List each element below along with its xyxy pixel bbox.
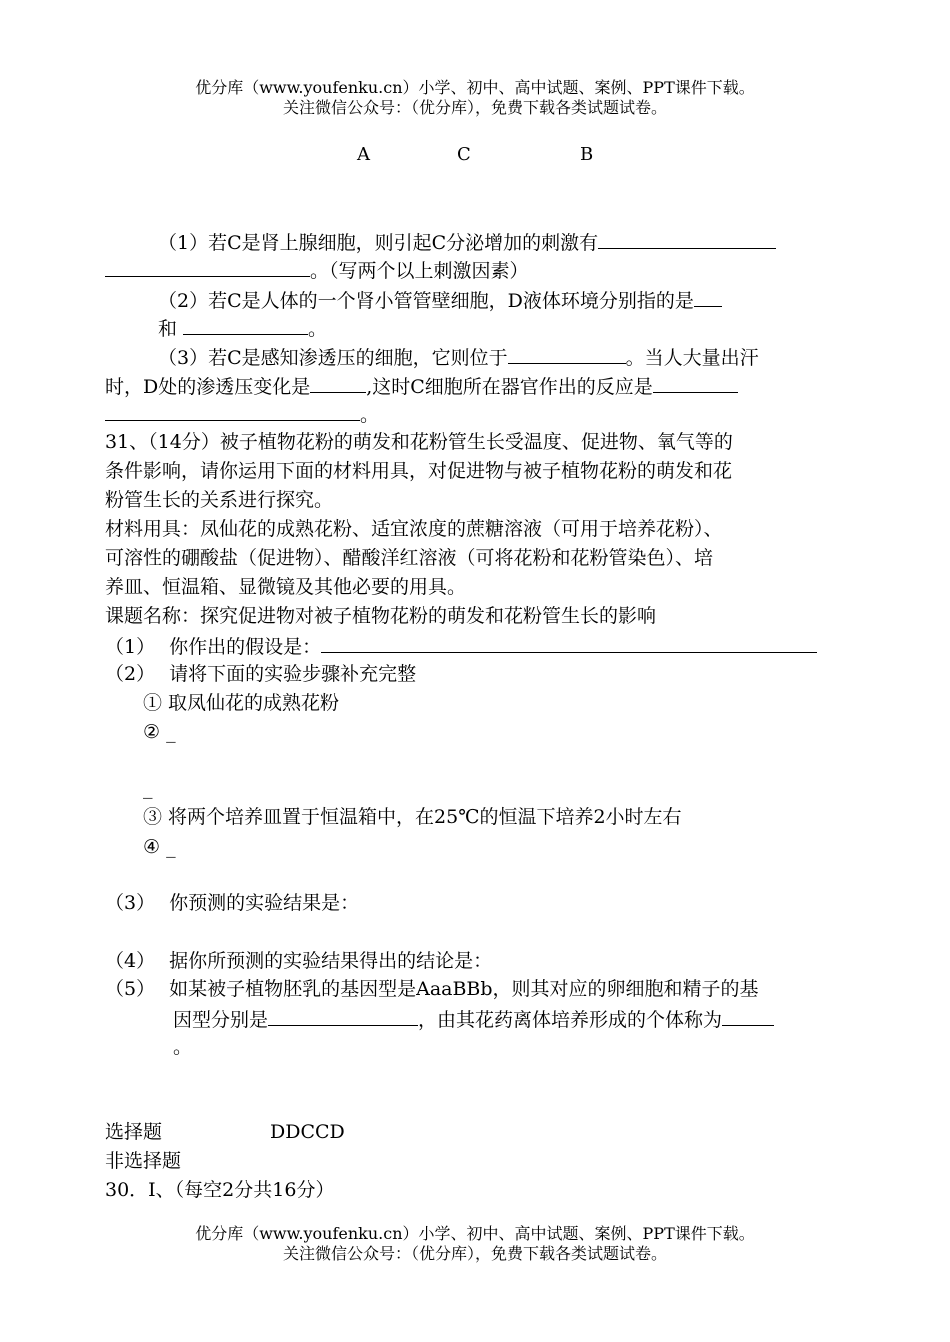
blank-7 — [653, 372, 738, 393]
q31-sub-5: （5） 如某被子植物胚乳的基因型是AaaBBb，则其对应的卵细胞和精子的基 — [105, 978, 759, 1000]
q-part-3-line-3: 。 — [105, 400, 379, 428]
answer-q30: 30．Ⅰ、（每空2分共16分） — [105, 1179, 335, 1201]
q31-line-6: 养皿、恒温箱、显微镜及其他必要的用具。 — [105, 576, 467, 598]
page-footer — [0, 1224, 950, 1264]
q31-line-2: 条件影响，请你运用下面的材料用具，对促进物与被子植物花粉的萌发和花 — [105, 460, 733, 482]
q-part-3-line-2: 时，D处的渗透压变化是 ,这时C细胞所在器官作出的反应是 — [105, 372, 738, 400]
q31-step-2: ② _ — [143, 721, 176, 743]
label-a: A — [357, 144, 370, 165]
q-part-1-line-2: 。（写两个以上刺激因素） — [105, 256, 529, 284]
q31-line-4: 材料用具：凤仙花的成熟花粉、适宜浓度的蔗糖溶液（可用于培养花粉）、 — [105, 518, 723, 540]
blank-individual — [722, 1005, 774, 1026]
footer-line-2: 关注微信公众号：（优分库），免费下载各类试题试卷。 — [282, 1244, 667, 1263]
q31-line-3: 粉管生长的关系进行探究。 — [105, 489, 334, 511]
q-part-2-line-1: （2）若C是人体的一个肾小管管壁细胞，D液体环境分别指的是 — [158, 286, 722, 314]
q31-sub-5-line-3: 。 — [173, 1036, 193, 1058]
q-part-3-line-1: （3）若C是感知渗透压的细胞，它则位于 。当人大量出汗 — [158, 343, 759, 371]
blank-genotype — [268, 1005, 418, 1026]
blank-8 — [105, 400, 360, 421]
header-line-1: 优分库（www.youfenku.cn）小学、初中、高中试题、案例、PPT课件下载。 — [195, 78, 755, 97]
label-b: B — [580, 144, 594, 165]
answer-choice: 选择题 DDCCD — [105, 1121, 345, 1143]
footer-line-1: 优分库（www.youfenku.cn）小学、初中、高中试题、案例、PPT课件下载。 — [195, 1224, 755, 1243]
q31-step-4: ④ _ — [143, 836, 176, 858]
q31-sub-1: （1） 你作出的假设是： — [105, 632, 817, 660]
q31-step-2-continuation: _ — [143, 777, 153, 799]
q31-step-1: ① 取凤仙花的成熟花粉 — [143, 692, 340, 714]
q-part-2-line-2: 和 。 — [158, 314, 327, 342]
q31-sub-4: （4） 据你所预测的实验结果得出的结论是： — [105, 950, 493, 972]
q31-sub-3: （3） 你预测的实验结果是： — [105, 892, 360, 914]
blank-1 — [598, 228, 776, 249]
answer-nonchoice: 非选择题 — [105, 1150, 182, 1172]
q31-line-1: 31、（14分）被子植物花粉的萌发和花粉管生长受温度、促进物、氧气等的 — [105, 431, 733, 453]
page-header — [0, 78, 950, 118]
q31-sub-5-line-2: 因型分别是 ，由其花药离体培养形成的个体称为 — [173, 1005, 774, 1033]
header-line-2: 关注微信公众号：（优分库），免费下载各类试题试卷。 — [282, 98, 667, 117]
blank-4 — [183, 314, 308, 335]
q-part-1-line-1: （1）若C是肾上腺细胞，则引起C分泌增加的刺激有 — [158, 228, 776, 256]
blank-6 — [310, 372, 366, 393]
q31-line-5: 可溶性的硼酸盐（促进物）、醋酸洋红溶液（可将花粉和花粉管染色）、培 — [105, 547, 714, 569]
blank-3 — [694, 286, 722, 307]
blank-5 — [508, 343, 626, 364]
q31-sub-2: （2） 请将下面的实验步骤补充完整 — [105, 663, 417, 685]
q31-step-3: ③ 将两个培养皿置于恒温箱中，在25℃的恒温下培养2小时左右 — [143, 806, 682, 828]
blank-2 — [105, 256, 310, 277]
blank-hypothesis — [321, 632, 817, 653]
label-c: C — [457, 144, 471, 165]
q31-topic: 课题名称：探究促进物对被子植物花粉的萌发和花粉管生长的影响 — [105, 605, 657, 627]
